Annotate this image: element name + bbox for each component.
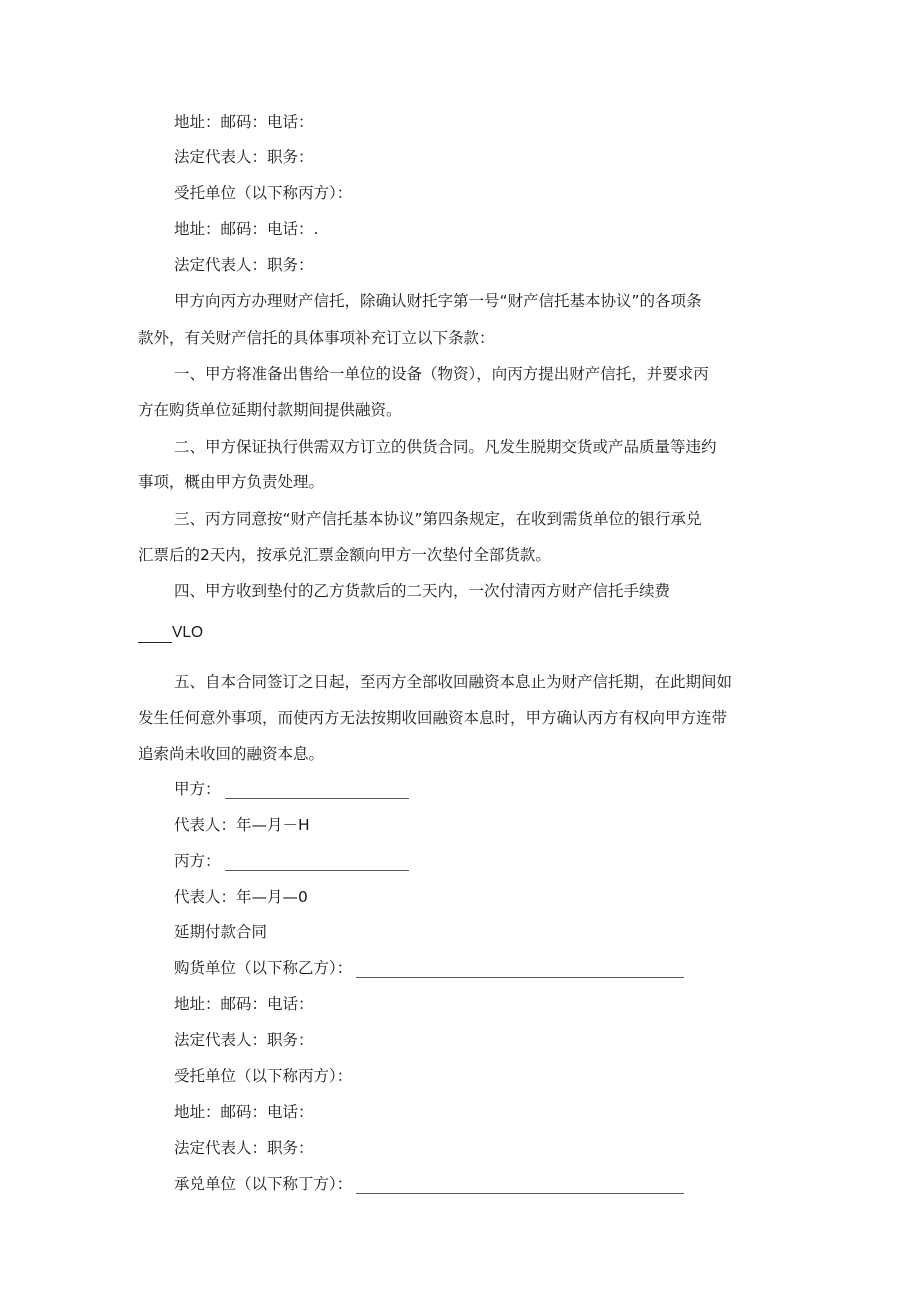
- buyer-unit-label: 购货单位（以下称乙方）：: [174, 959, 353, 977]
- fee-text: VLO: [172, 624, 204, 641]
- clause-4-line-1: 四、甲方收到垫付的乙方货款后的二天内，一次付清丙方财产信托手续费: [174, 582, 671, 600]
- acceptor-unit-line: [174, 1174, 684, 1194]
- party-a-signature: [174, 779, 409, 799]
- clause-2-line-1: 二、甲方保证执行供需双方订立的供货合同。凡发生脱期交货或产品质量等违约: [174, 438, 717, 456]
- clause-3-line-2: 汇票后的2天内，按承兑汇票金额向甲方一次垫付全部货款。: [138, 546, 551, 564]
- trustee-unit-line-2: 受托单位（以下称丙方）：: [174, 1067, 353, 1085]
- party-c-field[interactable]: [225, 854, 409, 871]
- party-a-field[interactable]: [225, 782, 409, 799]
- party-c-rep-date: 代表人：年—月—0: [174, 888, 308, 906]
- clause-5-line-1: 五、自本合同签订之日起，至丙方全部收回融资本息止为财产信托期，在此期间如: [174, 673, 733, 691]
- preamble-line-2: 款外，有关财产信托的具体事项补充订立以下条款：: [138, 329, 495, 347]
- legal-rep-line-1: 法定代表人：职务：: [174, 148, 314, 166]
- legal-rep-line-4: 法定代表人：职务：: [174, 1139, 314, 1157]
- clause-1-line-1: 一、甲方将准备出售给一单位的设备（物资），向丙方提出财产信托，并要求丙: [174, 365, 709, 383]
- trustee-unit-line-1: 受托单位（以下称丙方）：: [174, 184, 353, 202]
- clause-2-line-2: 事项，概由甲方负责处理。: [138, 473, 325, 491]
- legal-rep-line-2: 法定代表人：职务：: [174, 256, 314, 274]
- party-a-rep-date: 代表人：年—月－H: [174, 816, 310, 834]
- legal-rep-line-3: 法定代表人：职务：: [174, 1031, 314, 1049]
- acceptor-unit-field[interactable]: [356, 1177, 684, 1194]
- clause-3-line-1: 三、丙方同意按“财产信托基本协议”第四条规定，在收到需货单位的银行承兑: [174, 510, 702, 528]
- clause-5-line-3: 追索尚未收回的融资本息。: [138, 745, 325, 763]
- party-c-label: 丙方：: [174, 852, 221, 870]
- address-line-1: 地址：邮码：电话：: [174, 113, 314, 131]
- address-line-4: 地址：邮码：电话：: [174, 1103, 314, 1121]
- party-a-label: 甲方：: [174, 780, 221, 798]
- party-c-signature: [174, 851, 409, 871]
- clause-1-line-2: 方在购货单位延期付款期间提供融资。: [138, 401, 402, 419]
- address-line-3: 地址：邮码：电话：: [174, 995, 314, 1013]
- acceptor-unit-label: 承兑单位（以下称丁方）：: [174, 1175, 353, 1193]
- buyer-unit-line: [174, 958, 684, 978]
- clause-4-line-2: [138, 623, 203, 643]
- address-line-2: 地址：邮码：电话：.: [174, 220, 319, 238]
- preamble-line-1: 甲方向丙方办理财产信托，除确认财托字第一号“财产信托基本协议”的各项条: [174, 292, 702, 310]
- clause-5-line-2: 发生任何意外事项，而使丙方无法按期收回融资本息时，甲方确认丙方有权向甲方连带: [138, 709, 728, 727]
- contract-title: 延期付款合同: [174, 923, 268, 941]
- fee-blank: [138, 628, 172, 643]
- buyer-unit-field[interactable]: [356, 961, 684, 978]
